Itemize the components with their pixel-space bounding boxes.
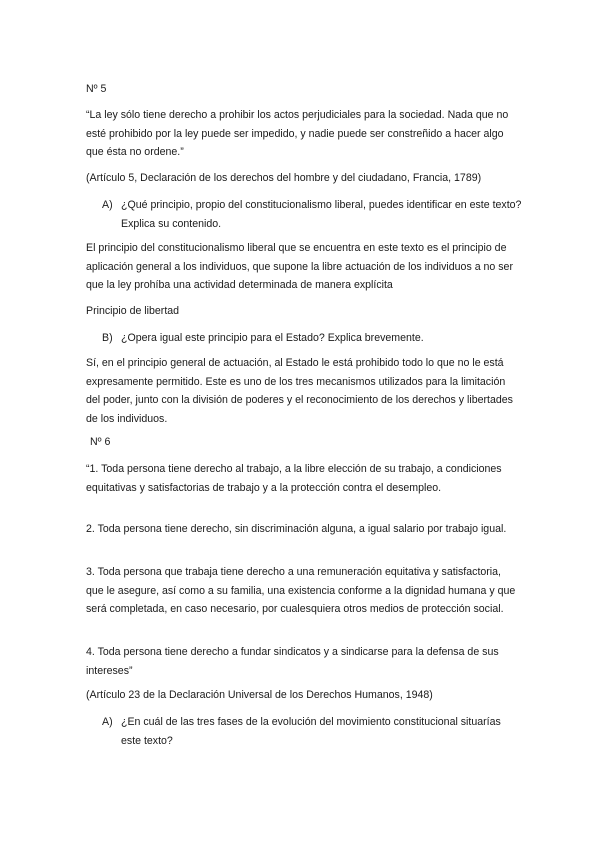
answer-b-n5: Sí, en el principio general de actuación, al Estado le está prohibido todo lo que no le está expresamente permitido. Este es uno de los tres mecanismos utilizados para la limitación del poder, junto con la división de poderes y el reconocimiento de los derechos y libertades de los individuos. — [86, 357, 513, 425]
question-a-n5 — [102, 196, 522, 233]
paragraph-1-n6: “1. Toda persona tiene derecho al trabajo, a la libre elección de su trabajo, a condiciones equitativas y satisfactorias de trabajo y a la protección contra el desempleo. — [86, 463, 502, 494]
quote-n5: “La ley sólo tiene derecho a prohibir los actos perjudiciales para la sociedad. Nada que no esté prohibido por la ley puede ser impedido, y nadie puede ser constreñido a hacer algo que ésta no ordene.” — [86, 109, 509, 158]
question-a-n6 — [102, 713, 522, 750]
source-n5: (Artículo 5, Declaración de los derechos del hombre y del ciudadano, Francia, 1789) — [86, 172, 482, 184]
question-text: ¿En cuál de las tres fases de la evolución del movimiento constitucional situarías este texto? — [121, 716, 501, 747]
heading-n6: Nº 6 — [90, 436, 111, 448]
paragraph-4-n6: 4. Toda persona tiene derecho a fundar sindicatos y a sindicarse para la defensa de sus intereses” — [86, 646, 499, 677]
paragraph-2-n6: 2. Toda persona tiene derecho, sin discriminación alguna, a igual salario por trabajo igual. — [86, 523, 507, 535]
question-text: ¿Qué principio, propio del constitucionalismo liberal, puedes identificar en este texto? Explica su contenido. — [121, 199, 522, 230]
answer-a-n5: El principio del constitucionalismo liberal que se encuentra en este texto es el principio de aplicación general a los individuos, que supone la libre actuación de los individuos a no ser que la ley prohíba una actividad determinada de manera explícita — [86, 242, 513, 291]
question-label: A) — [102, 199, 113, 211]
answer-a-short-n5: Principio de libertad — [86, 305, 180, 317]
source-n6: (Artículo 23 de la Declaración Universal de los Derechos Humanos, 1948) — [86, 689, 433, 701]
paragraph-3-n6: 3. Toda persona que trabaja tiene derecho a una remuneración equitativa y satisfactoria, que le asegure, así como a su familia, una existencia conforme a la dignidad humana y que será completada, en caso necesario, por cualesquiera otros medios de protección social. — [86, 566, 516, 615]
question-label: A) — [102, 716, 113, 728]
question-text: ¿Opera igual este principio para el Estado? Explica brevemente. — [121, 332, 424, 344]
question-label: B) — [102, 332, 113, 344]
heading-n5: Nº 5 — [86, 83, 107, 95]
question-b-n5 — [102, 329, 522, 348]
